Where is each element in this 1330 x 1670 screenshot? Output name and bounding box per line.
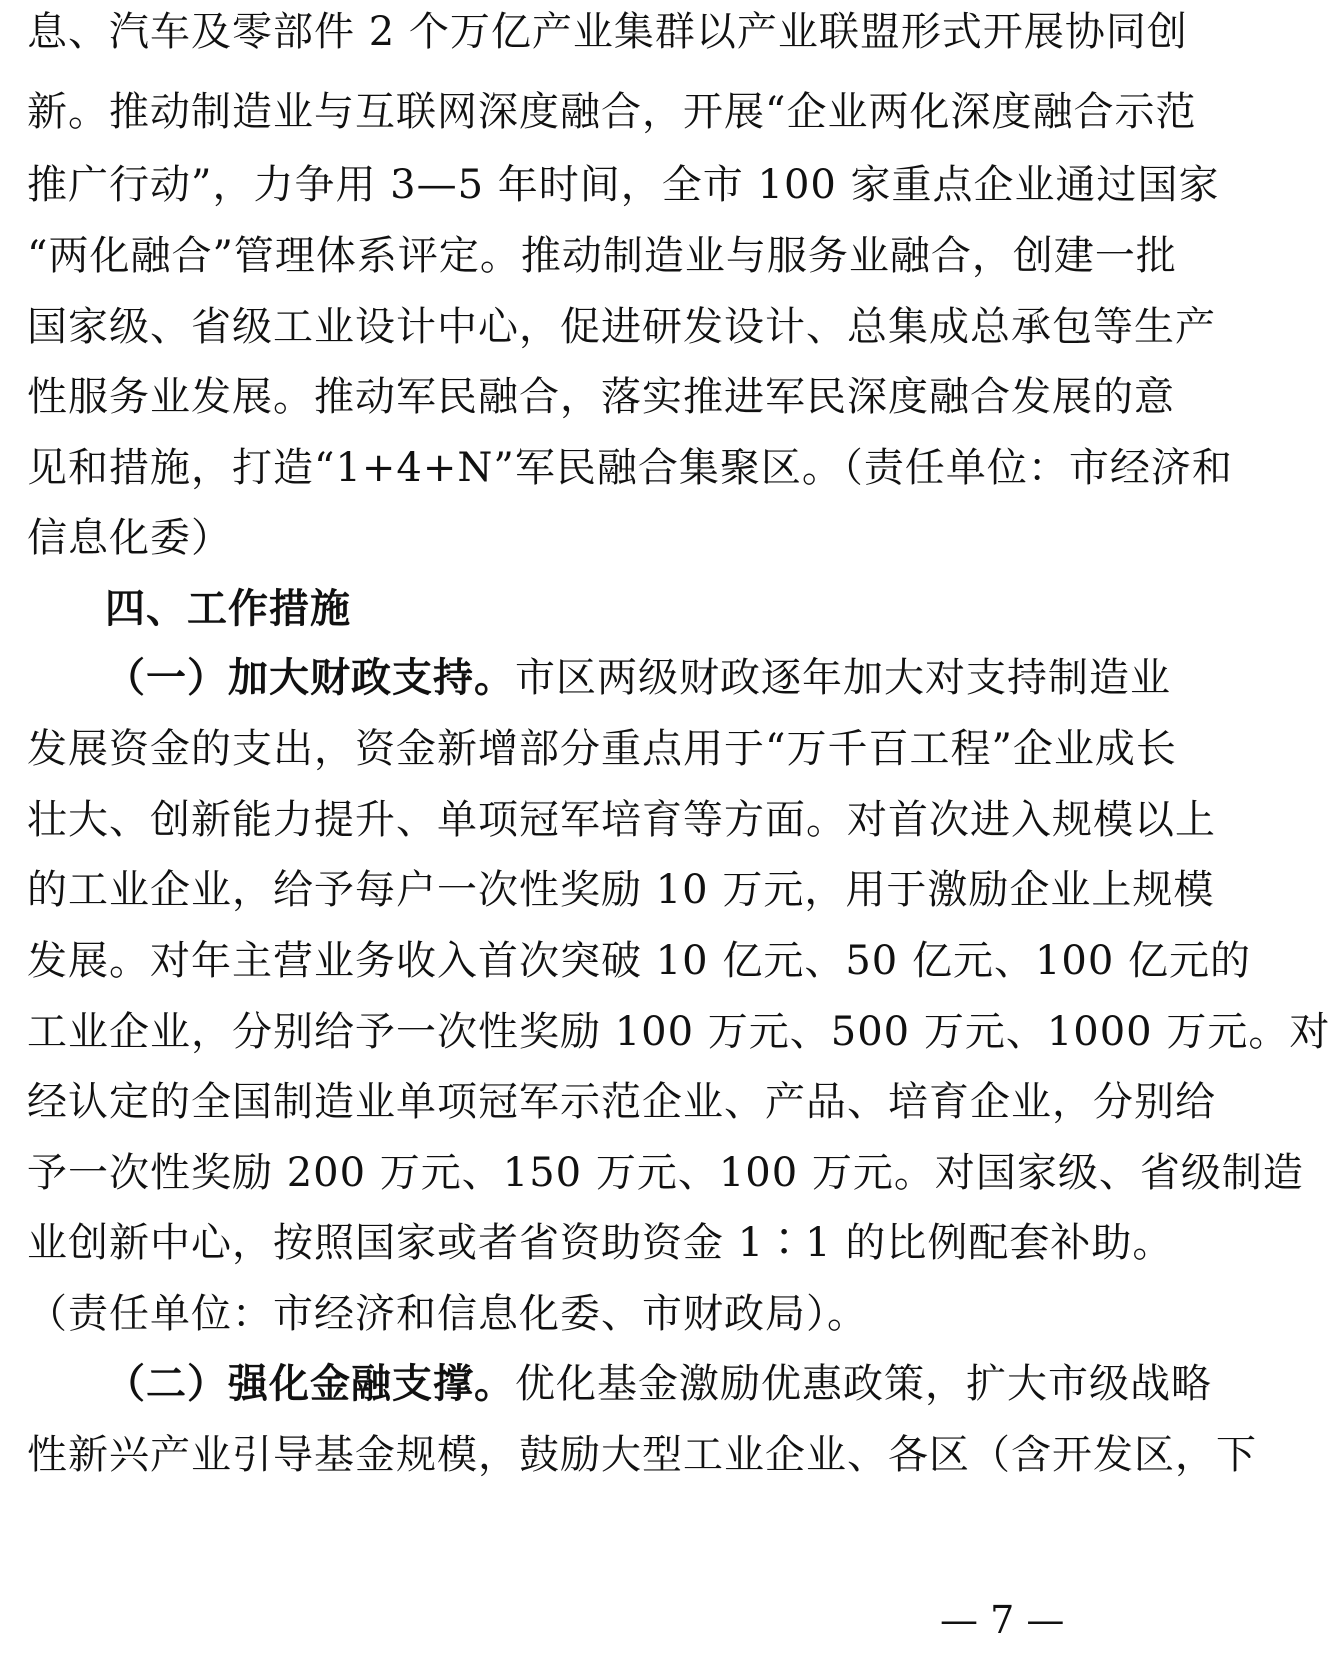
body-text-line: 信息化委） — [27, 515, 232, 561]
body-text-line: 息、汽车及零部件 2 个万亿产业集群以产业联盟形式开展协同创 — [27, 9, 1188, 55]
body-text-line: 工业企业，分别给予一次性奖励 100 万元、500 万元、1000 万元。对 — [27, 1009, 1330, 1055]
body-text-line: 的工业企业，给予每户一次性奖励 10 万元，用于激励企业上规模 — [27, 867, 1215, 913]
body-text-line: 推广行动”，力争用 3—5 年时间，全市 100 家重点企业通过国家 — [27, 162, 1220, 208]
body-text-line: 发展。对年主营业务收入首次突破 10 亿元、50 亿元、100 亿元的 — [27, 938, 1252, 984]
paragraph-first-line — [105, 1358, 1212, 1410]
paragraph-first-line — [105, 652, 1171, 704]
body-text-line: 性新兴产业引导基金规模，鼓励大型工业企业、各区（含开发区，下 — [27, 1432, 1257, 1478]
paragraph-lead-text: 优化基金激励优惠政策，扩大市级战略 — [515, 1361, 1212, 1407]
body-text-line: 性服务业发展。推动军民融合，落实推进军民深度融合发展的意 — [27, 374, 1175, 420]
body-text-line: 国家级、省级工业设计中心，促进研发设计、总集成总承包等生产 — [27, 304, 1216, 350]
body-text-line: 壮大、创新能力提升、单项冠军培育等方面。对首次进入规模以上 — [27, 797, 1216, 843]
paragraph-lead-text: 市区两级财政逐年加大对支持制造业 — [515, 655, 1171, 701]
body-text-line: 业创新中心，按照国家或者省资助资金 1∶1 的比例配套补助。 — [27, 1220, 1174, 1266]
paragraph-lead-bold: （二）强化金融支撑。 — [105, 1360, 515, 1407]
body-text-line: 新。推动制造业与互联网深度融合，开展“企业两化深度融合示范 — [27, 89, 1197, 135]
page-number: — 7 — — [940, 1598, 1065, 1642]
body-text-line: 经认定的全国制造业单项冠军示范企业、产品、培育企业，分别给 — [27, 1079, 1216, 1125]
body-text-line: “两化融合”管理体系评定。推动制造业与服务业融合，创建一批 — [27, 233, 1177, 279]
paragraph-lead-bold: （一）加大财政支持。 — [105, 654, 515, 701]
body-text-line: 发展资金的支出，资金新增部分重点用于“万千百工程”企业成长 — [27, 726, 1177, 772]
body-text-line: 见和措施，打造“1+4+N”军民融合集聚区。（责任单位：市经济和 — [27, 445, 1233, 491]
body-text-line: （责任单位：市经济和信息化委、市财政局）。 — [27, 1291, 868, 1337]
body-text-line: 予一次性奖励 200 万元、150 万元、100 万元。对国家级、省级制造 — [27, 1150, 1304, 1196]
section-heading: 四、工作措施 — [105, 586, 351, 632]
